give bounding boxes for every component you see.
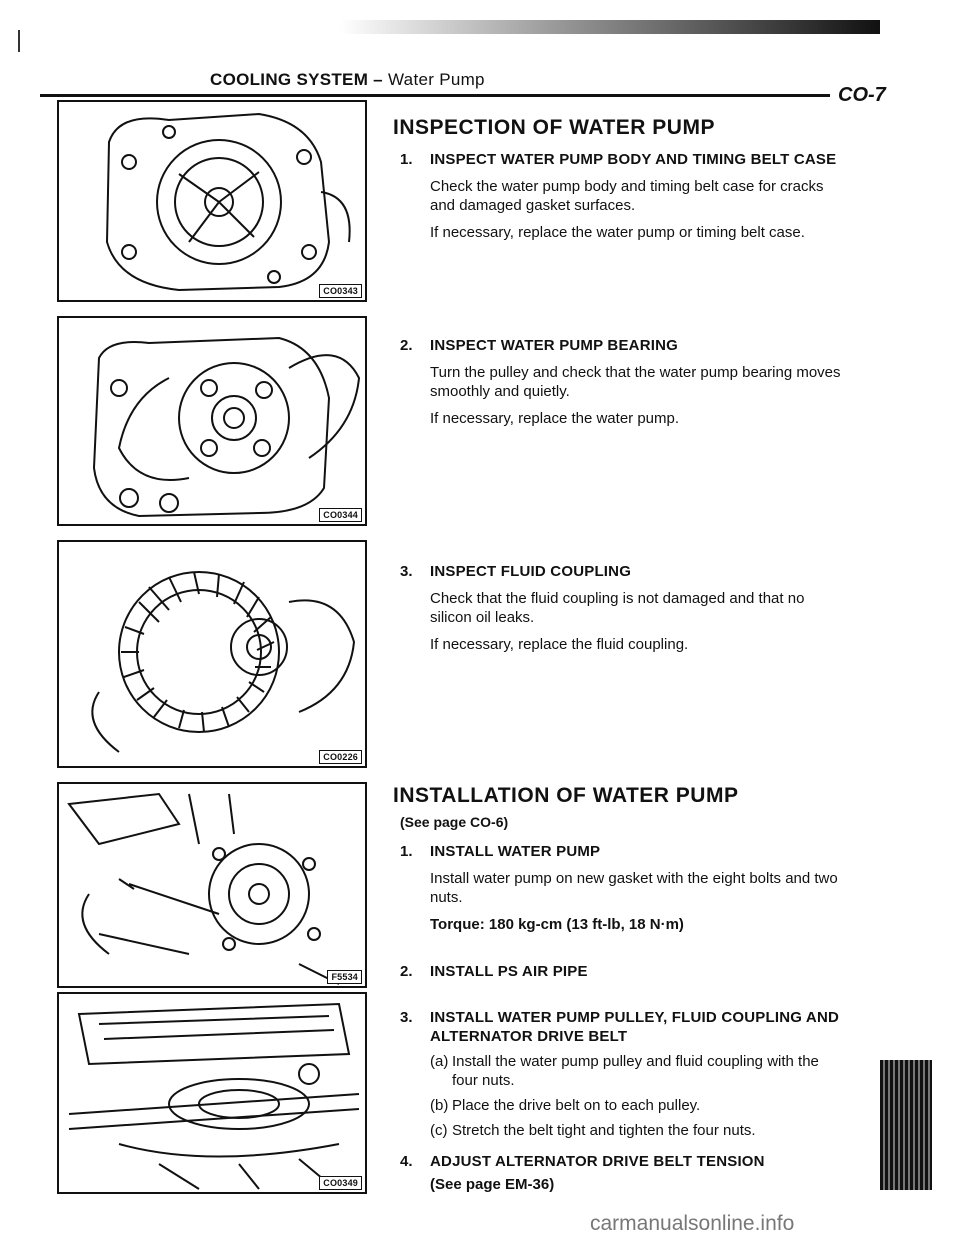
step-number: 1. <box>400 151 413 168</box>
figure-water-pump-body <box>57 100 367 302</box>
installation-title: INSTALLATION OF WATER PUMP <box>393 784 739 807</box>
pump-bearing-pulley-illustration <box>59 318 365 524</box>
sub-step-label: (c) <box>430 1122 448 1139</box>
header-subtitle: Water Pump <box>387 70 485 89</box>
sub-step-text: Install the water pump pulley and fluid coupling with the four nuts. <box>452 1053 819 1089</box>
inspection-step-2 <box>400 336 848 428</box>
installation-step-3 <box>400 1008 848 1140</box>
figure-code: CO0226 <box>319 750 362 764</box>
figure-install-pump <box>57 782 367 988</box>
fluid-coupling-illustration <box>59 542 365 766</box>
scan-edge-artifact <box>880 1060 932 1190</box>
page-number: CO-7 <box>838 84 886 106</box>
watermark: carmanualsonline.info <box>590 1212 795 1235</box>
torque-spec: Torque: 180 kg-cm (13 ft-lb, 18 N·m) <box>430 916 684 933</box>
step-text: Turn the pulley and check that the water pump bearing moves smoothly and quietly. <box>430 364 841 400</box>
installation-step-1 <box>400 842 848 934</box>
sub-step-text: Place the drive belt on to each pulley. <box>452 1097 701 1114</box>
step-heading: INSTALL WATER PUMP PULLEY, FLUID COUPLING AND ALTERNATOR DRIVE BELT <box>430 1009 840 1045</box>
installation-step-2 <box>400 962 848 981</box>
figure-code: F5534 <box>327 970 362 984</box>
installation-step-4 <box>400 1152 848 1194</box>
step-text: Install water pump on new gasket with the eight bolts and two nuts. <box>430 870 838 906</box>
sub-step-label: (b) <box>430 1097 449 1114</box>
figure-drive-belt <box>57 992 367 1194</box>
figure-pump-bearing <box>57 316 367 526</box>
install-pump-bolts-illustration <box>59 784 365 986</box>
step-number: 4. <box>400 1153 413 1170</box>
step-heading: INSTALL PS AIR PIPE <box>430 963 588 980</box>
step-heading: ADJUST ALTERNATOR DRIVE BELT TENSION <box>430 1153 765 1170</box>
step-text: If necessary, replace the water pump or timing belt case. <box>430 224 805 241</box>
step-heading: INSPECT WATER PUMP BEARING <box>430 337 678 354</box>
drive-belt-pulley-illustration <box>59 994 365 1192</box>
figure-code: CO0343 <box>319 284 362 298</box>
inspection-step-1 <box>400 150 848 242</box>
step-text: If necessary, replace the fluid coupling. <box>430 636 689 653</box>
step-number: 3. <box>400 563 413 580</box>
header-dash: – <box>368 70 388 89</box>
step-number: 3. <box>400 1009 413 1026</box>
figure-fluid-coupling <box>57 540 367 768</box>
step-reference: (See page EM-36) <box>430 1176 555 1193</box>
header-title: COOLING SYSTEM <box>210 70 369 89</box>
top-scan-bar <box>340 20 880 34</box>
sub-step-a <box>430 1052 848 1090</box>
installation-reference: (See page CO-6) <box>400 814 509 830</box>
sub-step-text: Stretch the belt tight and tighten the four nuts. <box>452 1122 756 1139</box>
step-number: 2. <box>400 963 413 980</box>
step-number: 2. <box>400 337 413 354</box>
sub-step-label: (a) <box>430 1053 449 1070</box>
water-pump-body-illustration <box>59 102 365 300</box>
step-text: Check that the fluid coupling is not damaged and that no silicon oil leaks. <box>430 590 805 626</box>
step-text: If necessary, replace the water pump. <box>430 410 680 427</box>
step-number: 1. <box>400 843 413 860</box>
step-heading: INSTALL WATER PUMP <box>430 843 601 860</box>
figure-code: CO0344 <box>319 508 362 522</box>
step-heading: INSPECT FLUID COUPLING <box>430 563 632 580</box>
inspection-step-3 <box>400 562 848 654</box>
step-text: Check the water pump body and timing belt case for cracks and damaged gasket surfaces. <box>430 178 824 214</box>
figure-code: CO0349 <box>319 1176 362 1190</box>
step-heading: INSPECT WATER PUMP BODY AND TIMING BELT CASE <box>430 151 837 168</box>
page-header <box>210 70 485 90</box>
inspection-title: INSPECTION OF WATER PUMP <box>393 116 715 139</box>
sub-step-b <box>430 1096 848 1115</box>
sub-step-c <box>430 1121 848 1140</box>
header-rule <box>40 94 830 97</box>
scan-mark <box>18 30 20 52</box>
